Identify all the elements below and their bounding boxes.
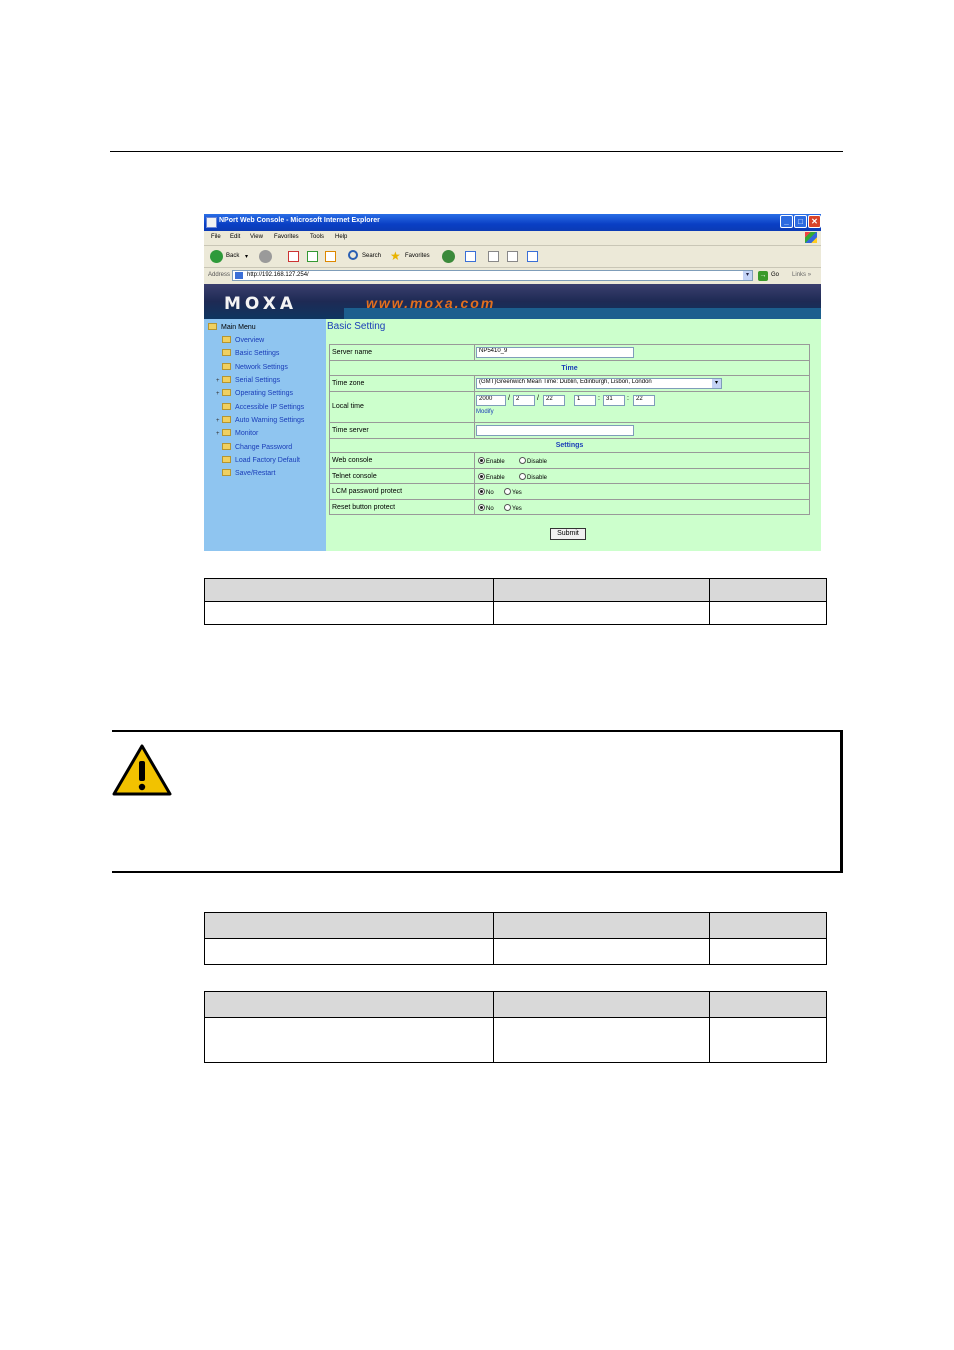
sidebar-item-label: Monitor (235, 430, 259, 437)
folder-icon (222, 376, 231, 383)
folder-icon (222, 403, 231, 410)
spec-table-3 (204, 991, 827, 1063)
links-chevron-icon: » (807, 272, 812, 278)
table-header-row (205, 913, 827, 939)
table-cell (494, 602, 710, 625)
sidebar-item-label: Change Password (235, 444, 293, 451)
folder-icon (222, 363, 231, 370)
settings-section-title: Settings (555, 442, 584, 449)
chevron-down-icon: ▾ (712, 379, 721, 388)
home-icon[interactable] (325, 251, 336, 262)
folder-icon (222, 389, 231, 396)
address-value: http://192.168.127.254/ (247, 272, 309, 278)
lcm-no-radio[interactable] (478, 488, 494, 496)
sidebar-item-save-restart[interactable] (216, 469, 275, 477)
sidebar-item-label: Serial Settings (235, 377, 281, 384)
warning-icon (112, 744, 172, 797)
table-header-row (205, 992, 827, 1018)
address-label: Address (208, 272, 231, 278)
row-server-name (330, 345, 809, 361)
minute-input[interactable]: 31 (603, 395, 625, 406)
page-icon (235, 272, 243, 279)
sidebar-item-label: Network Settings (235, 364, 288, 371)
sidebar-item-operating-settings[interactable] (216, 389, 293, 397)
row-local-time (330, 392, 809, 423)
local-time-label: Local time (332, 403, 364, 410)
radio-selected-icon (478, 457, 485, 464)
lcm-password-label: LCM password protect (332, 488, 403, 495)
table-cell (710, 992, 827, 1018)
address-input[interactable] (232, 270, 753, 281)
radio-icon (519, 457, 526, 464)
telnet-console-disable-radio[interactable] (519, 473, 547, 481)
main-content (326, 319, 821, 551)
sidebar-item-auto-warning[interactable] (216, 416, 304, 424)
sidebar-item-label: Load Factory Default (235, 457, 300, 464)
folder-icon (222, 349, 231, 356)
time-separator: : (598, 395, 600, 402)
table-cell (205, 1018, 494, 1063)
reset-no-radio[interactable] (478, 504, 494, 512)
toolbar (204, 246, 821, 268)
table-cell (710, 1018, 827, 1063)
back-arrow-icon[interactable] (210, 250, 223, 263)
hour-input[interactable]: 1 (574, 395, 596, 406)
radio-selected-icon (478, 504, 485, 511)
yes-label: Yes (512, 490, 522, 496)
sidebar-item-change-password[interactable] (216, 443, 292, 451)
ie-icon (206, 217, 217, 228)
table-cell (205, 992, 494, 1018)
table-cell (494, 1018, 710, 1063)
menu-edit[interactable]: Edit (230, 234, 241, 240)
row-time-server (330, 423, 809, 439)
favorites-star-icon[interactable]: ★ (390, 249, 401, 263)
table-row (205, 602, 827, 625)
radio-icon (504, 488, 511, 495)
year-input[interactable]: 2000 (476, 395, 506, 406)
go-button[interactable]: Go (771, 272, 780, 278)
sidebar-item-monitor[interactable] (216, 429, 258, 437)
time-separator: : (627, 395, 629, 402)
column-separator (474, 453, 475, 469)
expand-plus-icon[interactable]: + (216, 378, 220, 384)
sidebar-item-basic-settings[interactable] (216, 349, 279, 357)
no-label: No (486, 490, 494, 496)
time-server-input[interactable] (476, 425, 634, 436)
table-cell (205, 939, 494, 965)
radio-selected-icon (478, 473, 485, 480)
edit-icon[interactable] (507, 251, 518, 262)
banner-url: www.moxa.com (366, 295, 496, 311)
open-folder-icon (208, 323, 217, 330)
messenger-icon[interactable] (527, 251, 538, 262)
sidebar (204, 319, 326, 551)
links-button[interactable] (792, 272, 811, 278)
disable-label: Disable (527, 475, 548, 481)
mail-icon[interactable] (465, 251, 476, 262)
no-label: No (486, 506, 494, 512)
table-cell (710, 602, 827, 625)
column-separator (474, 500, 475, 514)
column-separator (474, 345, 475, 361)
browser-window (204, 214, 821, 551)
window-title: NPort Web Console - Microsoft Internet Explorer (219, 217, 380, 224)
second-input[interactable]: 22 (633, 395, 655, 406)
sidebar-item-network-settings[interactable] (216, 363, 288, 371)
row-time-section (330, 361, 809, 376)
table-cell (205, 913, 494, 939)
web-console-enable-radio[interactable] (478, 457, 505, 465)
time-zone-value: (GMT)Greenwich Mean Time: Dublin, Edinburgh, Lisbon, London (479, 379, 652, 385)
row-telnet-console (330, 469, 809, 484)
settings-form (329, 344, 810, 515)
forward-arrow-icon[interactable] (259, 250, 272, 263)
maximize-button[interactable]: □ (794, 215, 807, 228)
menu-tools[interactable]: Tools (310, 234, 325, 240)
date-separator: / (537, 395, 539, 402)
address-bar (204, 268, 821, 283)
table-header-row (205, 579, 827, 602)
moxa-logo: MOXA (224, 294, 298, 314)
folder-icon (222, 443, 231, 450)
menu-file[interactable]: File (211, 234, 221, 240)
sidebar-item-label: Operating Settings (235, 390, 293, 397)
folder-icon (222, 336, 231, 343)
windows-logo-icon (805, 232, 817, 243)
table-cell (710, 939, 827, 965)
table-row (205, 1018, 827, 1063)
menu-favorites[interactable]: Favorites (274, 234, 299, 240)
sidebar-item-accessible-ip[interactable] (216, 403, 304, 411)
history-icon[interactable] (442, 250, 455, 263)
enable-label: Enable (486, 475, 505, 481)
menu-view[interactable]: View (250, 234, 263, 240)
table-row (205, 939, 827, 965)
row-web-console (330, 453, 809, 469)
column-separator (474, 469, 475, 484)
telnet-console-label: Telnet console (332, 473, 377, 480)
sidebar-item-label: Basic Settings (235, 350, 280, 357)
page-title: Basic Setting (327, 321, 386, 332)
header-rule (110, 151, 843, 152)
expand-plus-icon[interactable]: + (216, 391, 220, 397)
enable-label: Enable (486, 459, 505, 465)
table-cell (494, 913, 710, 939)
sidebar-item-label: Auto Warning Settings (235, 417, 305, 424)
print-icon[interactable] (488, 251, 499, 262)
column-separator (474, 484, 475, 500)
menu-help[interactable]: Help (335, 234, 348, 240)
radio-selected-icon (478, 488, 485, 495)
moxa-banner (204, 284, 821, 319)
table-cell (205, 579, 494, 602)
time-server-label: Time server (332, 427, 369, 434)
spec-table-1 (204, 578, 827, 625)
telnet-console-enable-radio[interactable] (478, 473, 505, 481)
sidebar-item-load-factory-default[interactable] (216, 456, 300, 464)
sidebar-item-label: Save/Restart (235, 470, 276, 477)
day-input[interactable]: 22 (543, 395, 565, 406)
expand-plus-icon[interactable]: + (216, 418, 220, 424)
row-lcm-password (330, 484, 809, 500)
radio-icon (504, 504, 511, 511)
reset-yes-radio[interactable] (504, 504, 522, 512)
row-reset-button (330, 500, 809, 514)
table-cell (710, 913, 827, 939)
submit-button[interactable]: Submit (550, 528, 586, 540)
close-button[interactable]: ✕ (808, 215, 821, 228)
minimize-button[interactable]: _ (780, 215, 793, 228)
row-time-zone (330, 376, 809, 392)
time-section-title: Time (561, 365, 578, 372)
address-dropdown-icon[interactable]: ▾ (743, 271, 752, 280)
column-separator (474, 423, 475, 439)
time-zone-label: Time zone (332, 380, 365, 387)
attention-box (112, 730, 843, 873)
table-cell (494, 579, 710, 602)
sidebar-item-overview[interactable] (216, 336, 264, 344)
sidebar-item-label: Accessible IP Settings (235, 404, 305, 411)
lcm-yes-radio[interactable] (504, 488, 522, 496)
folder-icon (222, 416, 231, 423)
sidebar-item-label: Overview (235, 337, 265, 344)
spec-table-2 (204, 912, 827, 965)
search-icon[interactable] (348, 250, 358, 260)
disable-label: Disable (527, 459, 548, 465)
folder-icon (222, 429, 231, 436)
table-cell (205, 602, 494, 625)
web-console-disable-radio[interactable] (519, 457, 547, 465)
time-zone-select[interactable] (476, 378, 722, 389)
table-cell (710, 579, 827, 602)
row-settings-section (330, 439, 809, 453)
back-dropdown-icon[interactable]: ▾ (245, 254, 249, 260)
web-console-label: Web console (332, 457, 373, 464)
sidebar-item-main-menu[interactable] (208, 323, 256, 331)
date-separator: / (508, 395, 510, 402)
menu-bar (204, 231, 821, 246)
refresh-icon[interactable] (307, 251, 318, 262)
search-label[interactable]: Search (362, 253, 382, 259)
title-bar (204, 214, 821, 231)
folder-icon (222, 469, 231, 476)
reset-button-label: Reset button protect (332, 504, 396, 511)
table-cell (494, 939, 710, 965)
modify-link[interactable]: Modify (476, 409, 494, 415)
go-arrow-icon[interactable]: → (759, 272, 767, 279)
column-separator (474, 376, 475, 392)
server-name-label: Server name (332, 349, 373, 356)
links-label: Links (792, 272, 807, 278)
radio-icon (519, 473, 526, 480)
sidebar-item-label: Main Menu (221, 324, 256, 331)
server-name-input[interactable]: NP5410_9 (476, 347, 634, 358)
sidebar-item-serial-settings[interactable] (216, 376, 280, 384)
column-separator (474, 392, 475, 423)
favorites-label[interactable]: Favorites (405, 253, 430, 259)
back-label[interactable]: Back (226, 253, 240, 259)
folder-icon (222, 456, 231, 463)
expand-plus-icon[interactable]: + (216, 431, 220, 437)
yes-label: Yes (512, 506, 522, 512)
month-input[interactable]: 2 (513, 395, 535, 406)
stop-icon[interactable] (288, 251, 299, 262)
table-cell (494, 992, 710, 1018)
